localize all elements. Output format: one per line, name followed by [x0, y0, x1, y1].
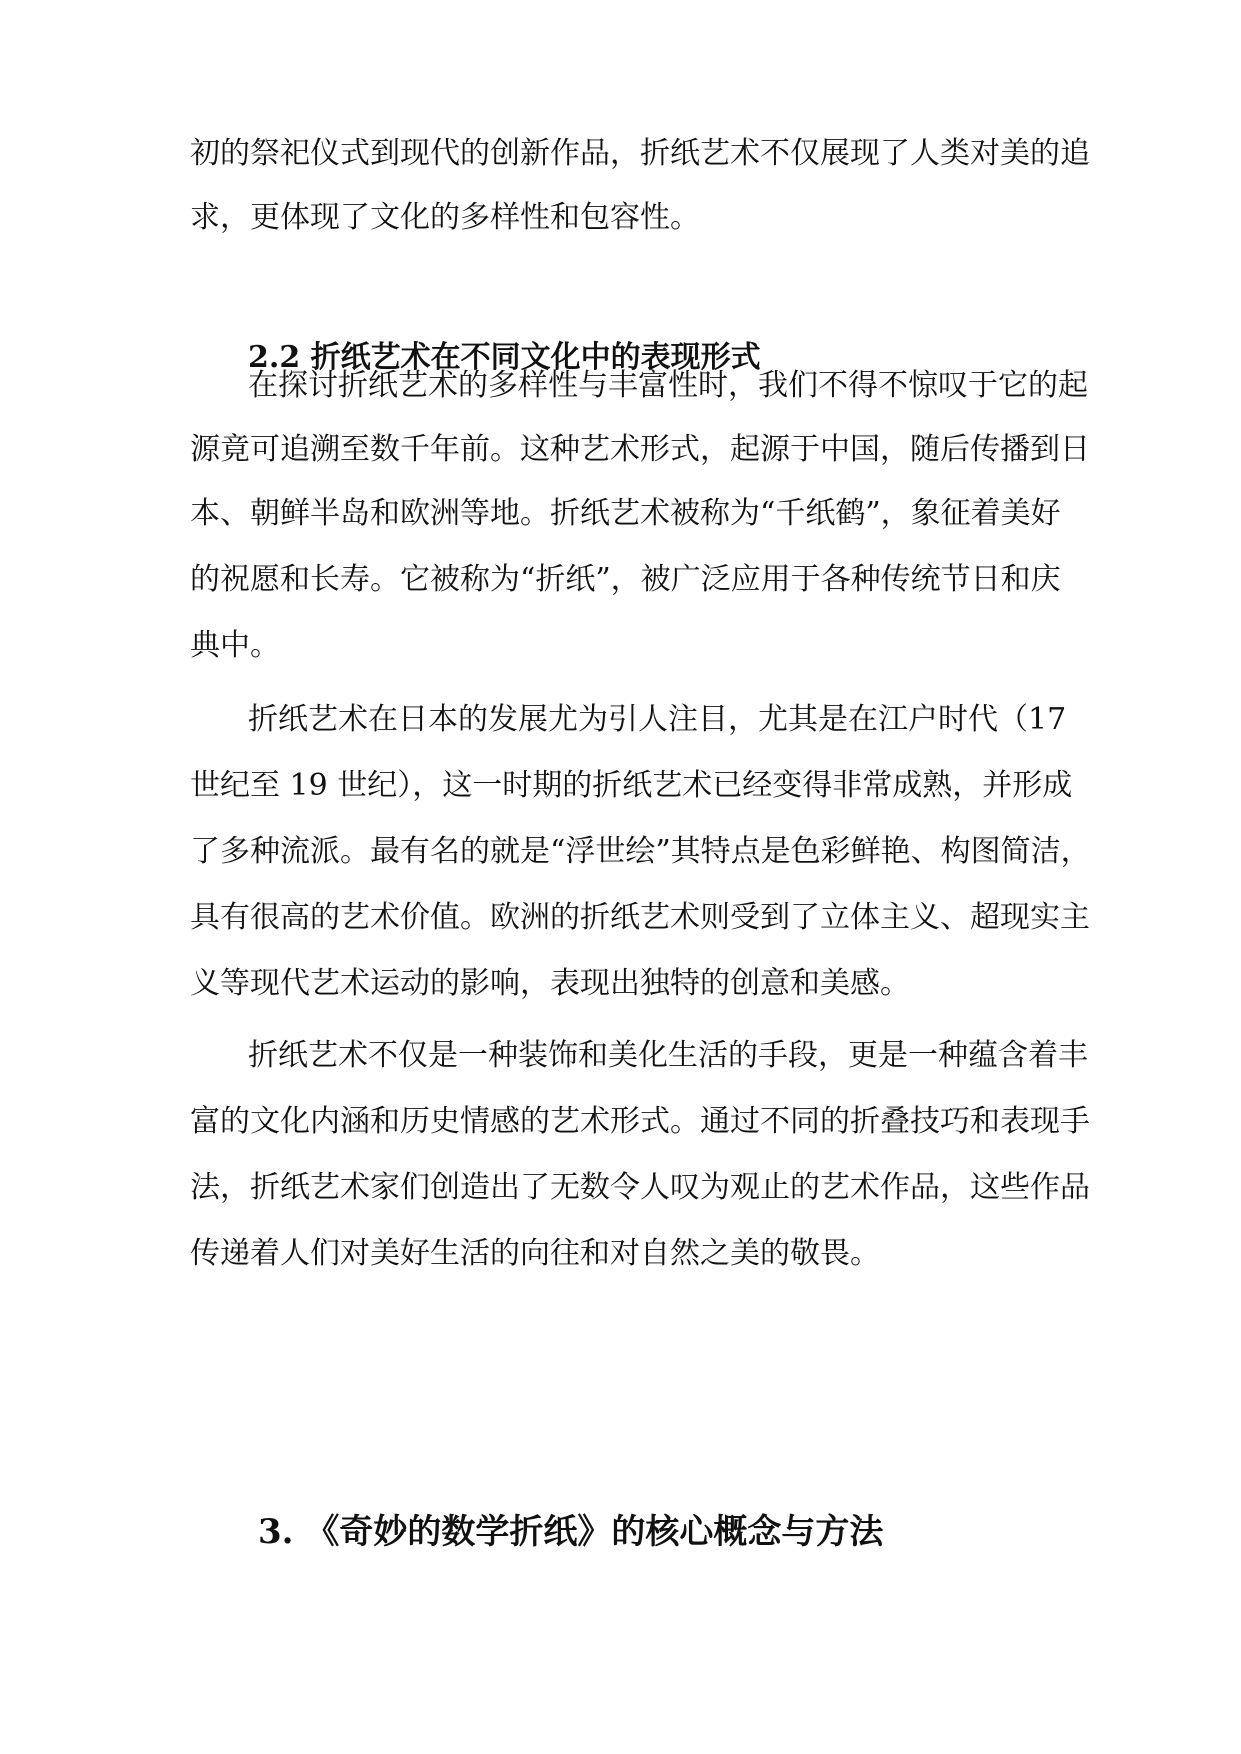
text-line: 具有很高的艺术价值。欧洲的折纸艺术则受到了立体主义、超现实主: [190, 900, 1090, 935]
text-line: 折纸艺术在日本的发展尤为引人注目，尤其是在江户时代（17: [248, 702, 1067, 737]
section-heading-2-2: 2.2 折纸艺术在不同文化中的表现形式: [248, 340, 761, 375]
text-line: 求，更体现了文化的多样性和包容性。: [190, 200, 700, 235]
text-line: 义等现代艺术运动的影响，表现出独特的创意和美感。: [190, 966, 910, 1001]
text-line: 的祝愿和长寿。它被称为“折纸”，被广泛应用于各种传统节日和庆: [190, 562, 1061, 597]
text-line: 折纸艺术不仅是一种装饰和美化生活的手段，更是一种蕴含着丰: [248, 1038, 1088, 1073]
text-line: 富的文化内涵和历史情感的艺术形式。通过不同的折叠技巧和表现手: [190, 1104, 1090, 1139]
text-line: 传递着人们对美好生活的向往和对自然之美的敬畏。: [190, 1236, 880, 1271]
text-line: 本、朝鲜半岛和欧洲等地。折纸艺术被称为“千纸鹤”，象征着美好: [190, 496, 1061, 531]
text-line: 典中。: [190, 628, 280, 663]
text-line: 在探讨折纸艺术的多样性与丰富性时，我们不得不惊叹于它的起: [248, 368, 1088, 403]
text-line: 初的祭祀仪式到现代的创新作品，折纸艺术不仅展现了人类对美的追: [190, 136, 1090, 171]
text-line: 法，折纸艺术家们创造出了无数令人叹为观止的艺术作品，这些作品: [190, 1170, 1090, 1205]
text-line: 源竟可追溯至数千年前。这种艺术形式，起源于中国，随后传播到日: [190, 432, 1090, 467]
text-line: 了多种流派。最有名的就是“浮世绘”其特点是色彩鲜艳、构图简洁，: [190, 834, 1091, 869]
section-heading-3: 3. 《奇妙的数学折纸》的核心概念与方法: [258, 1512, 884, 1552]
text-line: 世纪至 19 世纪），这一时期的折纸艺术已经变得非常成熟，并形成: [190, 768, 1073, 803]
